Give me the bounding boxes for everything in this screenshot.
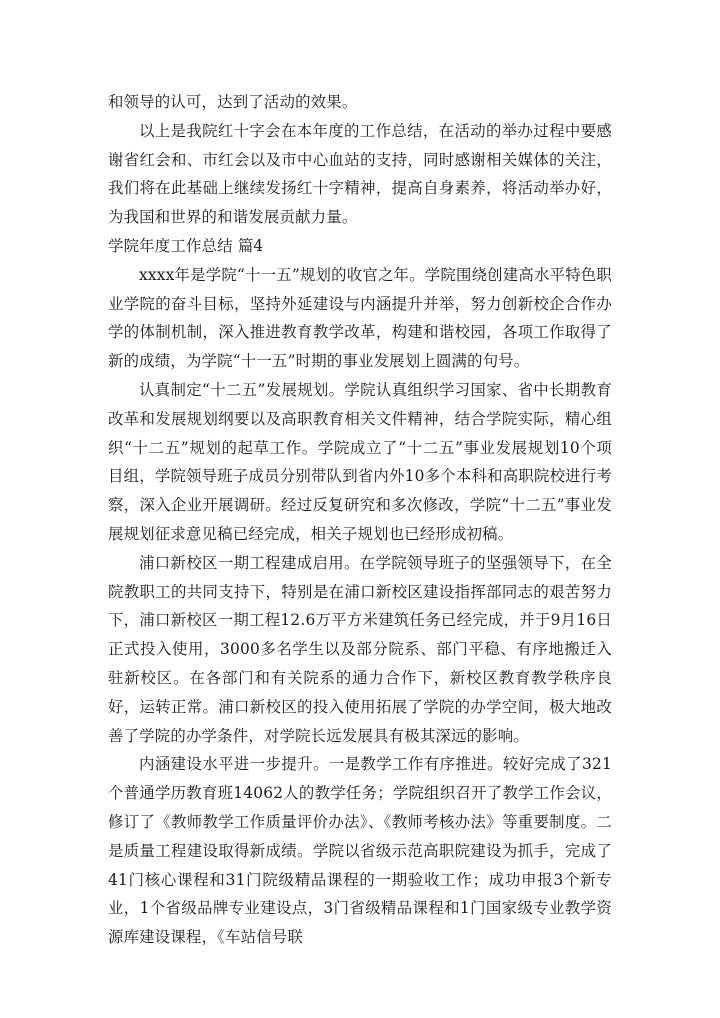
section-heading: 学院年度工作总结 篇4: [108, 236, 264, 255]
paragraph-red-cross-summary: 以上是我院红十字会在本年度的工作总结，在活动的举办过程中要感谢省红会和、市红会以及市中心血站的支持，同时感谢相关媒体的关注，我们将在此基础上继续发扬红十字精神，提高自身素养，将活动举办好，为我国和世界的和谐发展贡献力量。: [108, 121, 612, 227]
document-body: [108, 88, 612, 952]
paragraph-new-campus: 浦口新校区一期工程建成启用。在学院领导班子的坚强领导下，在全院教职工的共同支持下，特别是在浦口新校区建设指挥部同志的艰苦努力下，浦口新校区一期工程12.6万平方米建筑任务已经完成，并于9月16日正式投入使用，3000多名学生以及部分院系、部门平稳、有序地搬迁入驻新校区。在各部门和有关院系的通力合作下，新校区教育教学秩序良好，运转正常。浦口新校区的投入使用拓展了学院的办学空间，极大地改善了学院的办学条件，对学院长远发展具有极其深远的影响。: [108, 553, 612, 745]
paragraph-closing-fragment: 和领导的认可，达到了活动的效果。: [108, 93, 358, 111]
paragraph-connotation-building: 内涵建设水平进一步提升。一是教学工作有序推进。较好完成了321个普通学历教育班14062人的教学任务；学院组织召开了教学工作会议，修订了《教师教学工作质量评价办法》、《教师考核办法》等重要制度。二是质量工程建设取得新成绩。学院以省级示范高职院建设为抓手，完成了41门核心课程和31门院级精品课程的一期验收工作；成功申报3个新专业，1个省级品牌专业建设点，3门省级精品课程和1门国家级专业教学资源库建设课程，《车站信号联: [108, 755, 612, 947]
paragraph-planning: 认真制定“十二五”发展规划。学院认真组织学习国家、省中长期教育改革和发展规划纲要以及高职教育相关文件精神，结合学院实际，精心组织“十二五”规划的起草工作。学院成立了“十二五”事业发展规划10个项目组，学院领导班子成员分别带队到省内外10多个本科和高职院校进行考察，深入企业开展调研。经过反复研究和多次修改，学院“十二五”事业发展规划征求意见稿已经完成，相关子规划也已经形成初稿。: [108, 380, 612, 543]
paragraph-intro: xxxx年是学院“十一五”规划的收官之年。学院围绕创建高水平特色职业学院的奋斗目标，坚持外延建设与内涵提升并举，努力创新校企合作办学的体制机制，深入推进教育教学改革，构建和谐校园，各项工作取得了新的成绩，为学院“十一五”时期的事业发展划上圆满的句号。: [108, 265, 612, 371]
